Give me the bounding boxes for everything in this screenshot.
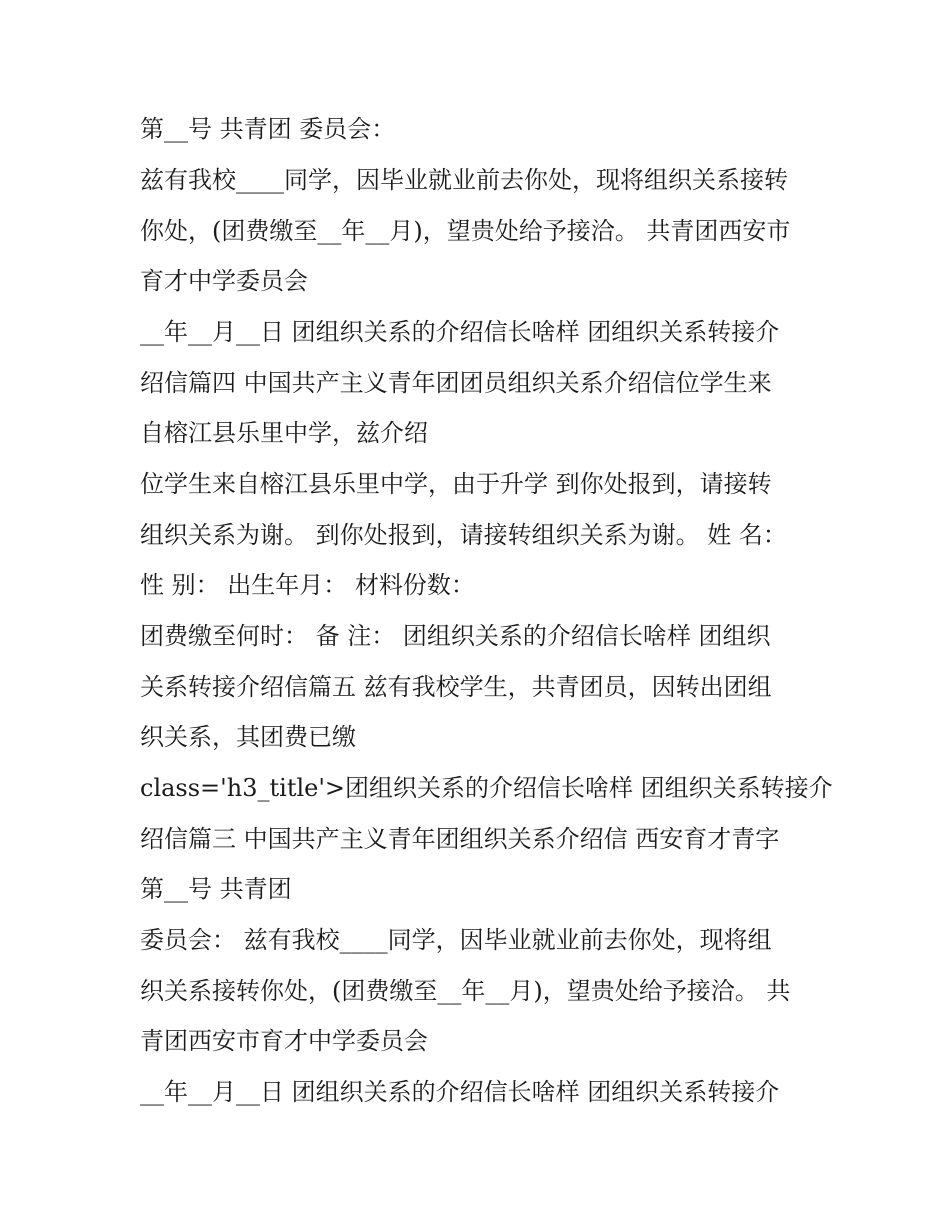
text-line: __年__月__日 团组织关系的介绍信长啥样 团组织关系转接介 <box>140 318 780 346</box>
text-line: 第__号 共青团 <box>140 875 292 903</box>
text-line: 关系转接介绍信篇五 兹有我校学生，共青团员，因转出团组 <box>140 673 772 701</box>
text-line: 组织关系为谢。 到你处报到，请接转组织关系为谢。 姓 名： <box>140 521 787 549</box>
text-line: 育才中学委员会 <box>140 267 308 295</box>
text-line: __年__月__日 团组织关系的介绍信长啥样 团组织关系转接介 <box>140 1078 780 1106</box>
text-line: 青团西安市育才中学委员会 <box>140 1027 428 1055</box>
text-line: 绍信篇三 中国共产主义青年团组织关系介绍信 西安育才青字 <box>140 825 780 853</box>
text-line: 团费缴至何时： 备 注： 团组织关系的介绍信长啥样 团组织 <box>140 622 771 650</box>
text-line: 绍信篇四 中国共产主义青年团团员组织关系介绍信位学生来 <box>140 369 772 397</box>
text-line: 位学生来自榕江县乐里中学，由于升学 到你处报到，请接转 <box>140 470 772 498</box>
text-line: 性 别： 出生年月： 材料份数： <box>140 571 475 599</box>
text-line: 织关系，其团费已缴 <box>140 723 356 751</box>
text-line: 委员会： 兹有我校____同学，因毕业就业前去你处，现将组 <box>140 926 772 954</box>
text-line: 织关系接转你处，(团费缴至__年__月)，望贵处给予接洽。 共 <box>140 977 791 1005</box>
text-line: 自榕江县乐里中学，兹介绍 <box>140 419 428 447</box>
text-line: 兹有我校____同学，因毕业就业前去你处，现将组织关系接转 <box>140 166 788 194</box>
text-line: class='h3_title'>团组织关系的介绍信长啥样 团组织关系转接介 <box>140 774 833 802</box>
text-line: 第__号 共青团 委员会： <box>140 115 396 143</box>
text-line: 你处，(团费缴至__年__月)，望贵处给予接洽。 共青团西安市 <box>140 217 791 245</box>
